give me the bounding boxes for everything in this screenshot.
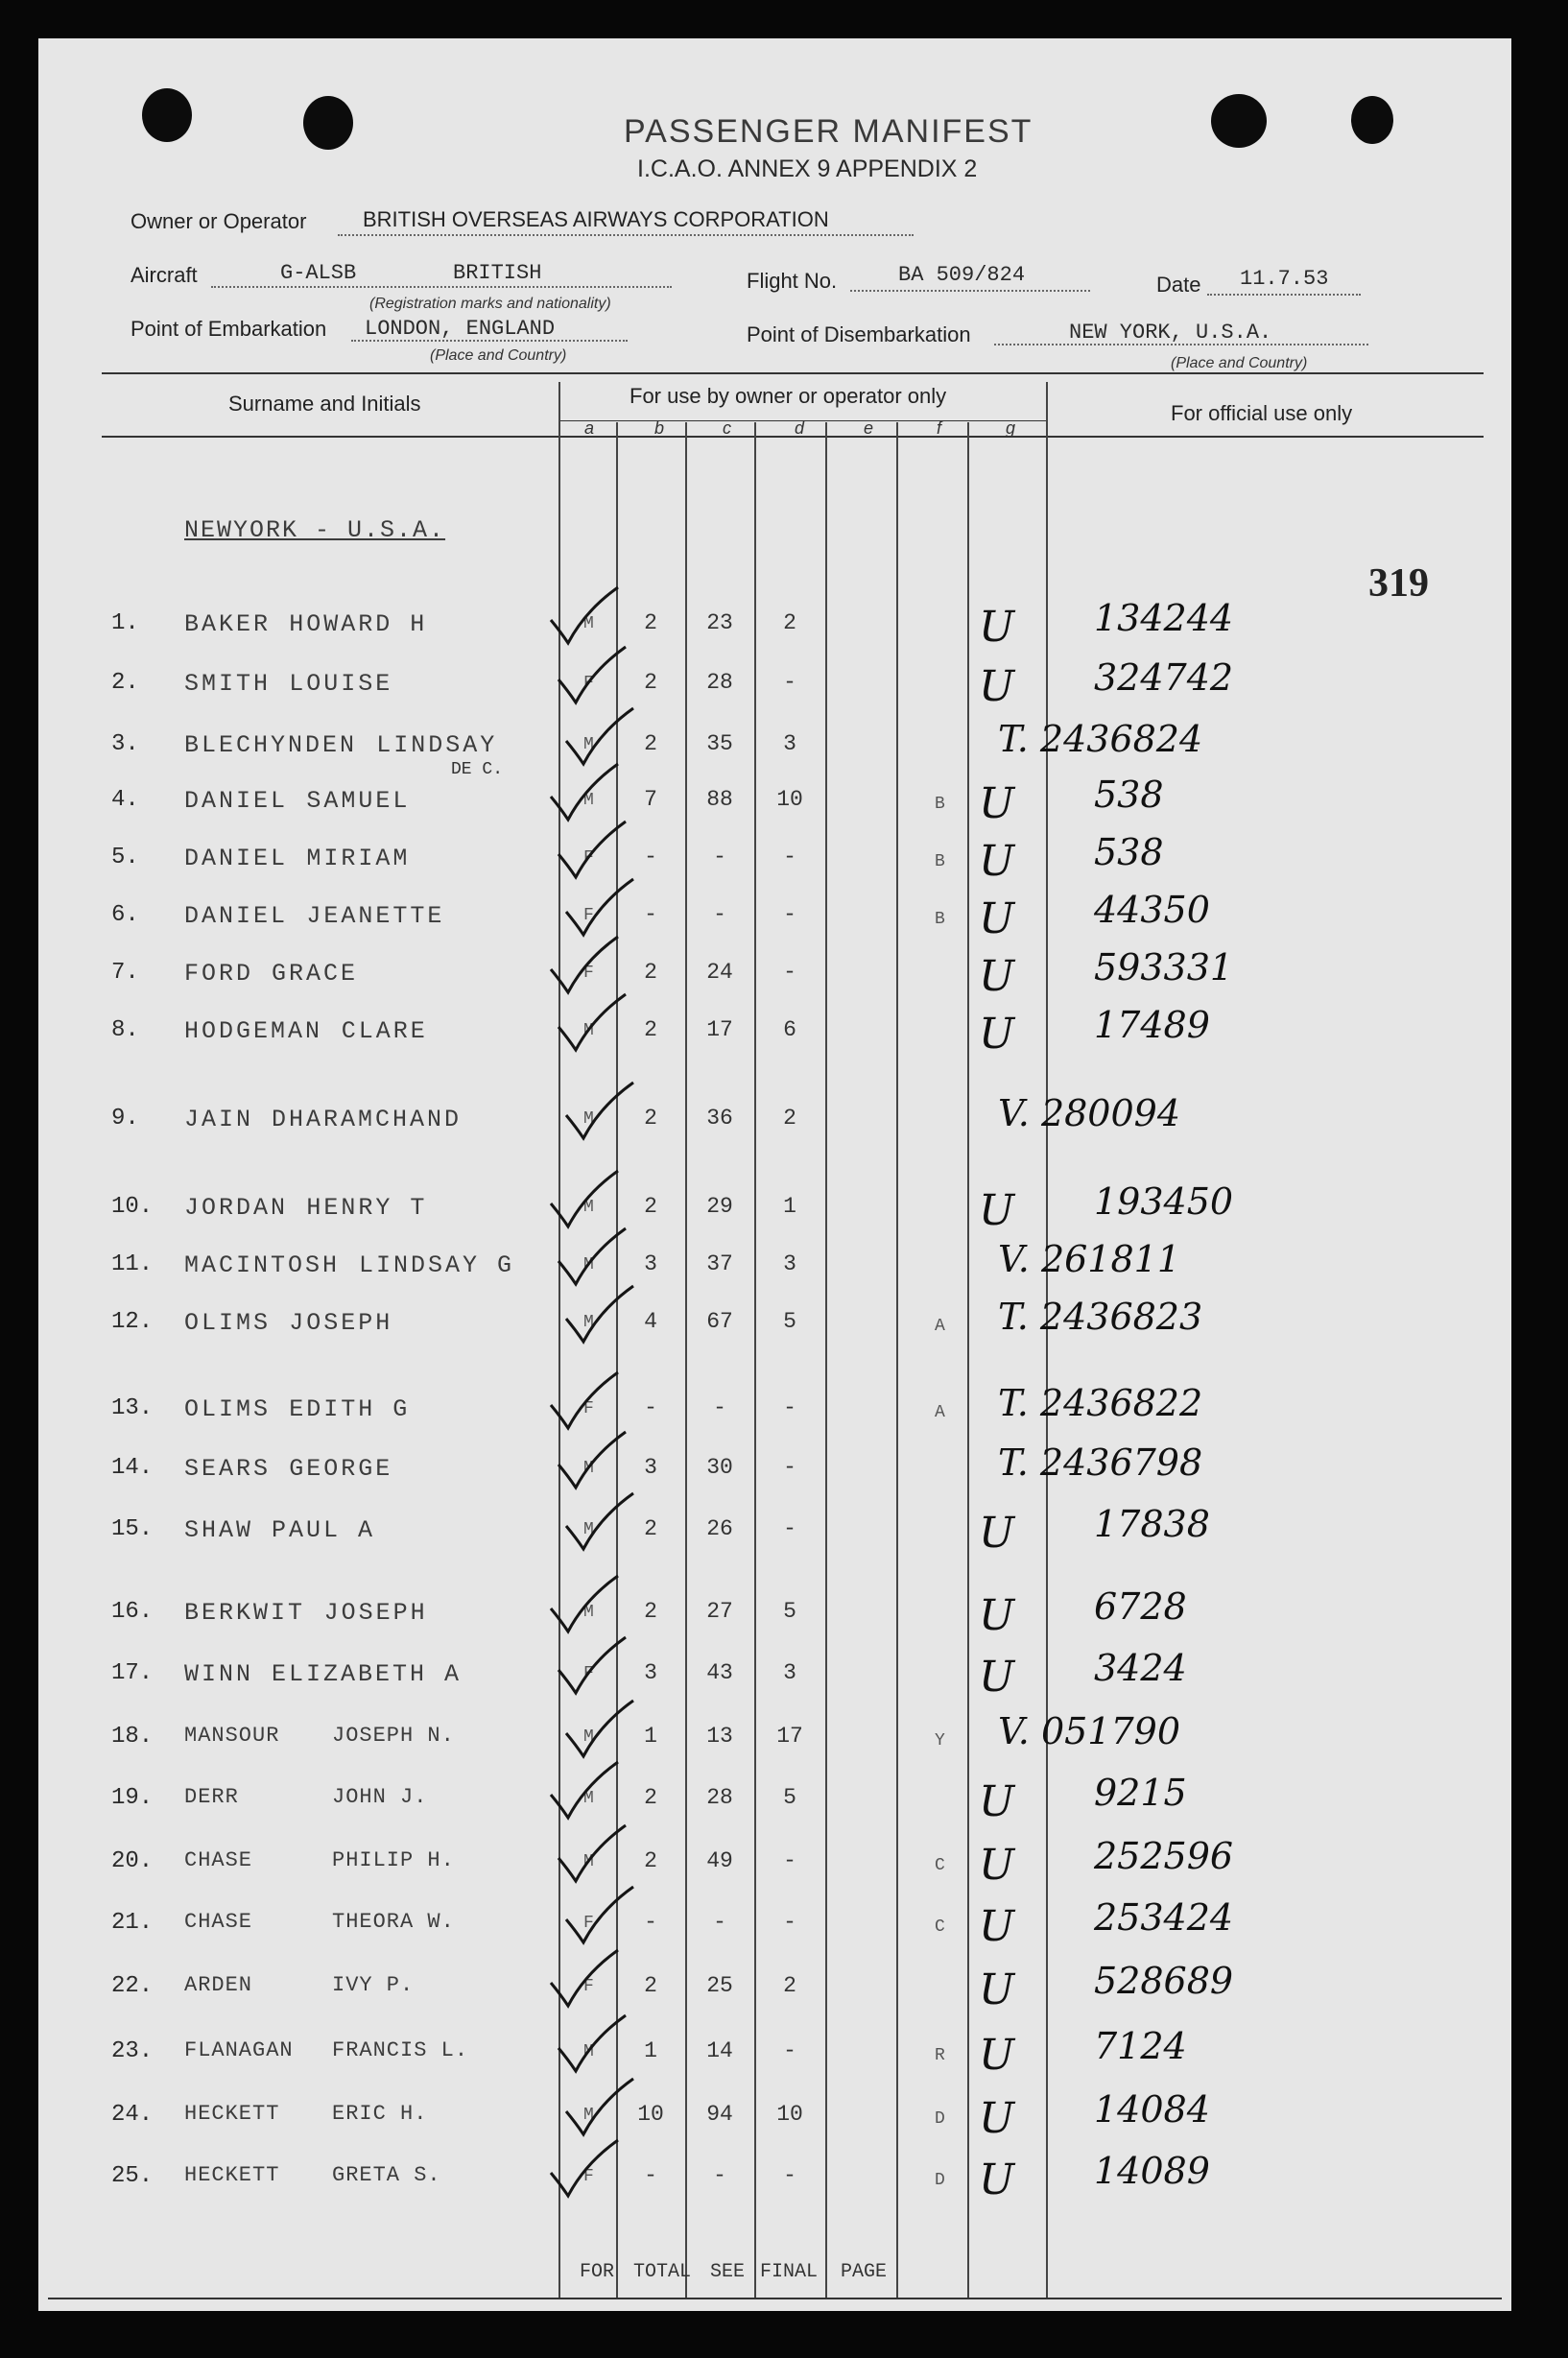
col-f-code: R: [935, 2046, 945, 2065]
col-c-value: 25: [706, 1973, 733, 1998]
col-a-sex: M: [583, 1789, 594, 1808]
row-number: 3.: [111, 731, 139, 757]
col-b-value: 2: [644, 1973, 657, 1998]
col-c-value: 36: [706, 1106, 733, 1131]
official-mark: U: [979, 1186, 1015, 1235]
col-a-sex: M: [583, 735, 594, 754]
stamp-number: 319: [1368, 561, 1429, 606]
col-c-value: 23: [706, 610, 733, 635]
official-number: T. 2436798: [998, 1441, 1203, 1484]
passenger-surname: OLIMS: [184, 1309, 272, 1337]
col-f-code: B: [935, 852, 945, 871]
official-mark: U: [979, 1841, 1015, 1890]
row-number: 15.: [111, 1516, 154, 1542]
passenger-given-names: JOSEPH: [289, 1309, 393, 1337]
section-label: NEWYORK - U.S.A.: [184, 516, 446, 544]
check-mark-icon: [547, 1944, 624, 2012]
passenger-surname: CHASE: [184, 1848, 253, 1872]
official-number: 252596: [1094, 1835, 1234, 1877]
col-c-value: -: [713, 2163, 726, 2188]
official-number: 3424: [1094, 1647, 1187, 1689]
col-b-value: 1: [644, 2038, 657, 2063]
passenger-given-names: HENRY T: [306, 1194, 428, 1222]
col-a-sex: M: [583, 1255, 594, 1274]
col-a-sex: M: [583, 2106, 594, 2125]
passenger-given-names: LOUISE: [289, 670, 393, 698]
owner-label: Owner or Operator: [131, 209, 307, 233]
col-c-value: -: [713, 902, 726, 927]
col-b-value: 7: [644, 787, 657, 812]
row-number: 14.: [111, 1455, 154, 1481]
col-d-value: 1: [783, 1194, 796, 1219]
official-number: 17838: [1094, 1503, 1210, 1545]
official-number: 134244: [1094, 597, 1234, 639]
col-b-value: 2: [644, 1194, 657, 1219]
passenger-surname: JAIN: [184, 1106, 254, 1133]
passenger-given-names: JOSEPH N.: [332, 1724, 455, 1748]
passenger-surname: BERKWIT: [184, 1599, 306, 1627]
col-f-code: D: [935, 2109, 945, 2129]
col-b-value: 1: [644, 1724, 657, 1749]
passenger-given-names: FRANCIS L.: [332, 2038, 469, 2062]
col-d-value: 6: [783, 1017, 796, 1042]
official-mark: U: [979, 1777, 1015, 1826]
col-c-value: 28: [706, 670, 733, 695]
col-b-value: 4: [644, 1309, 657, 1334]
col-b-value: -: [644, 902, 657, 927]
check-mark-icon: [547, 1570, 624, 1637]
row-number: 16.: [111, 1599, 154, 1625]
official-number: 17489: [1094, 1004, 1210, 1046]
col-a-sex: M: [583, 1021, 594, 1040]
embarkation-value: LONDON, ENGLAND: [365, 317, 556, 341]
col-b-value: 2: [644, 960, 657, 985]
col-d-value: 17: [776, 1724, 803, 1749]
passenger-surname: MACINTOSH: [184, 1251, 341, 1279]
check-mark-icon: [562, 1077, 639, 1144]
col-d-value: -: [783, 1516, 796, 1541]
col-a-sex: M: [583, 1852, 594, 1871]
passenger-given-names: EDITH G: [289, 1395, 411, 1423]
manifest-subtitle: I.C.A.O. ANNEX 9 APPENDIX 2: [637, 155, 978, 182]
official-number: V. 051790: [998, 1710, 1181, 1752]
punch-hole: [142, 88, 192, 142]
flight-number: BA 509/824: [898, 263, 1026, 287]
col-c-value: 29: [706, 1194, 733, 1219]
col-f-code: D: [935, 2171, 945, 2190]
passenger-given-names: GEORGE: [289, 1455, 393, 1483]
col-c-value: -: [713, 1910, 726, 1935]
official-number: 14084: [1094, 2088, 1210, 2131]
col-c-value: 26: [706, 1516, 733, 1541]
official-mark: U: [979, 1965, 1015, 2014]
row-number: 23.: [111, 2038, 154, 2064]
col-letter-f: f: [937, 418, 942, 438]
row-number: 22.: [111, 1973, 154, 1999]
official-mark: U: [979, 1653, 1015, 1702]
col-d-value: 10: [776, 787, 803, 812]
col-d-value: -: [783, 1395, 796, 1420]
col-f-code: Y: [935, 1731, 945, 1751]
aircraft-note: (Registration marks and nationality): [369, 296, 611, 312]
passenger-surname: ARDEN: [184, 1973, 253, 1997]
passenger-surname: FORD: [184, 960, 254, 988]
manifest-sheet: [38, 38, 1511, 2311]
col-c-value: -: [713, 845, 726, 869]
passenger-surname: HODGEMAN: [184, 1017, 323, 1045]
official-mark: U: [979, 662, 1015, 711]
passenger-given-names: DHARAMCHAND: [272, 1106, 463, 1133]
row-number: 21.: [111, 1910, 154, 1936]
col-a-sex: F: [583, 674, 594, 693]
col-letter-c: c: [723, 418, 731, 438]
passenger-surname: HECKETT: [184, 2163, 280, 2187]
col-b-value: 2: [644, 1516, 657, 1541]
official-mark: U: [979, 1509, 1015, 1558]
official-mark: U: [979, 837, 1015, 886]
date-label: Date: [1156, 273, 1201, 297]
col-c-value: 24: [706, 960, 733, 985]
col-f-code: A: [935, 1403, 945, 1422]
embarkation-label: Point of Embarkation: [131, 317, 327, 341]
col-c-value: 27: [706, 1599, 733, 1624]
passenger-given-names: ERIC H.: [332, 2102, 428, 2126]
col-d-value: 5: [783, 1785, 796, 1810]
col-letter-e: e: [864, 418, 874, 438]
col-a-sex: M: [583, 1727, 594, 1747]
col-c-value: 14: [706, 2038, 733, 2063]
col-header-official: For official use only: [1171, 401, 1353, 425]
col-c-value: 43: [706, 1660, 733, 1685]
col-header-surname: Surname and Initials: [228, 392, 421, 416]
col-a-sex: M: [583, 1313, 594, 1332]
col-d-value: 3: [783, 1251, 796, 1276]
col-a-sex: F: [583, 964, 594, 983]
col-c-value: 28: [706, 1785, 733, 1810]
aircraft-label: Aircraft: [131, 263, 198, 287]
col-c-value: 35: [706, 731, 733, 756]
col-a-sex: F: [583, 848, 594, 868]
official-mark: U: [979, 1010, 1015, 1059]
official-mark: U: [979, 603, 1015, 652]
row-number: 8.: [111, 1017, 139, 1043]
disembarkation-value: NEW YORK, U.S.A.: [1069, 321, 1272, 345]
col-a-sex: F: [583, 1977, 594, 1996]
check-mark-icon: [562, 1488, 639, 1555]
col-c-value: 94: [706, 2102, 733, 2127]
check-mark-icon: [562, 1695, 639, 1762]
col-b-value: -: [644, 2163, 657, 2188]
row-number: 10.: [111, 1194, 154, 1220]
col-c-value: 13: [706, 1724, 733, 1749]
col-b-value: 2: [644, 610, 657, 635]
date-value: 11.7.53: [1240, 267, 1329, 291]
row-number: 24.: [111, 2102, 154, 2128]
check-mark-icon: [547, 582, 624, 649]
passenger-surname: JORDAN: [184, 1194, 289, 1222]
row-number: 13.: [111, 1395, 154, 1421]
official-number: T. 2436822: [998, 1382, 1203, 1424]
passenger-given-names: JEANETTE: [306, 902, 445, 930]
col-a-sex: M: [583, 1109, 594, 1129]
check-mark-icon: [555, 1632, 631, 1699]
col-c-value: 67: [706, 1309, 733, 1334]
passenger-surname: DANIEL: [184, 787, 289, 815]
row-number: 25.: [111, 2163, 154, 2189]
official-mark: U: [979, 779, 1015, 828]
col-a-sex: M: [583, 614, 594, 633]
col-d-value: -: [783, 2163, 796, 2188]
footer-page: PAGE: [841, 2261, 888, 2283]
check-mark-icon: [555, 1426, 631, 1493]
col-letter-a: a: [584, 418, 595, 438]
row-number: 18.: [111, 1724, 154, 1750]
passenger-surname: DERR: [184, 1785, 239, 1809]
col-d-value: 3: [783, 1660, 796, 1685]
punch-hole: [303, 96, 353, 150]
row-number: 19.: [111, 1785, 154, 1811]
disembarkation-note: (Place and Country): [1171, 355, 1308, 371]
col-d-value: -: [783, 1848, 796, 1873]
col-d-value: 2: [783, 1106, 796, 1131]
passenger-surname: DANIEL: [184, 902, 289, 930]
official-number: V. 280094: [998, 1092, 1181, 1134]
passenger-surname: SHAW: [184, 1516, 254, 1544]
col-header-owner-use: For use by owner or operator only: [630, 384, 947, 408]
col-a-sex: M: [583, 791, 594, 810]
col-d-value: -: [783, 1455, 796, 1480]
col-d-value: 5: [783, 1309, 796, 1334]
official-number: 538: [1094, 774, 1164, 816]
check-mark-icon: [547, 1367, 624, 1434]
passenger-given-names: PHILIP H.: [332, 1848, 455, 1872]
official-mark: U: [979, 1902, 1015, 1951]
passenger-given-names: JOSEPH: [323, 1599, 428, 1627]
official-mark: U: [979, 1591, 1015, 1640]
col-d-value: -: [783, 2038, 796, 2063]
col-d-value: 2: [783, 610, 796, 635]
embarkation-note: (Place and Country): [430, 347, 567, 364]
official-number: 593331: [1094, 946, 1234, 988]
col-c-value: 49: [706, 1848, 733, 1873]
official-mark: U: [979, 2156, 1015, 2204]
punch-hole: [1351, 96, 1393, 144]
col-a-sex: F: [583, 906, 594, 925]
col-a-sex: F: [583, 1399, 594, 1418]
col-a-sex: M: [583, 1603, 594, 1622]
row-number: 17.: [111, 1660, 154, 1686]
col-a-sex: F: [583, 1664, 594, 1683]
row-number: 9.: [111, 1106, 139, 1131]
owner-value: BRITISH OVERSEAS AIRWAYS CORPORATION: [363, 207, 829, 231]
passenger-given-names: THEORA W.: [332, 1910, 455, 1934]
col-letter-b: b: [654, 418, 665, 438]
col-c-value: 17: [706, 1017, 733, 1042]
check-mark-icon: [555, 641, 631, 708]
footer-final: FINAL: [760, 2261, 819, 2283]
passenger-surname: WINN: [184, 1660, 254, 1688]
row-number: 20.: [111, 1848, 154, 1874]
punch-hole: [1211, 94, 1267, 148]
passenger-surname: MANSOUR: [184, 1724, 280, 1748]
passenger-given-names: IVY P.: [332, 1973, 415, 1997]
check-mark-icon: [547, 2134, 624, 2202]
official-number: 44350: [1094, 889, 1210, 931]
check-mark-icon: [562, 1881, 639, 1948]
aircraft-nationality: BRITISH: [453, 261, 542, 285]
col-b-value: -: [644, 1395, 657, 1420]
official-number: 324742: [1094, 656, 1234, 699]
passenger-surname: BLECHYNDEN: [184, 731, 358, 759]
row-number: 2.: [111, 670, 139, 696]
row-number: 7.: [111, 960, 139, 986]
passenger-surname: BAKER: [184, 610, 272, 638]
official-mark: U: [979, 2031, 1015, 2080]
col-a-sex: M: [583, 1198, 594, 1217]
col-b-value: -: [644, 845, 657, 869]
col-d-value: 5: [783, 1599, 796, 1624]
official-number: 528689: [1094, 1960, 1234, 2002]
passenger-given-names: JOHN J.: [332, 1785, 428, 1809]
col-b-value: -: [644, 1910, 657, 1935]
manifest-title: PASSENGER MANIFEST: [624, 113, 1033, 150]
passenger-surname: DANIEL: [184, 845, 289, 872]
aircraft-registration: G-ALSB: [280, 261, 357, 285]
col-d-value: -: [783, 902, 796, 927]
col-a-sex: F: [583, 2167, 594, 2186]
check-mark-icon: [562, 2073, 639, 2140]
passenger-surname: OLIMS: [184, 1395, 272, 1423]
col-d-value: 10: [776, 2102, 803, 2127]
col-b-value: 2: [644, 731, 657, 756]
col-d-value: -: [783, 1910, 796, 1935]
passenger-given-names: GRETA S.: [332, 2163, 441, 2187]
passenger-given-names: LINDSAY: [376, 731, 498, 759]
official-number: V. 261811: [998, 1238, 1181, 1280]
official-number: 14089: [1094, 2150, 1210, 2192]
col-b-value: 3: [644, 1455, 657, 1480]
official-number: 538: [1094, 831, 1164, 873]
col-a-sex: M: [583, 1459, 594, 1478]
official-mark: U: [979, 952, 1015, 1001]
name-note: DE C.: [451, 760, 504, 779]
official-number: 193450: [1094, 1180, 1234, 1223]
passenger-surname: FLANAGAN: [184, 2038, 294, 2062]
flight-label: Flight No.: [747, 269, 838, 293]
col-f-code: C: [935, 1856, 945, 1875]
passenger-given-names: MIRIAM: [306, 845, 411, 872]
disembarkation-label: Point of Disembarkation: [747, 322, 971, 346]
col-d-value: 2: [783, 1973, 796, 1998]
col-b-value: 2: [644, 1017, 657, 1042]
row-number: 12.: [111, 1309, 154, 1335]
col-d-value: 3: [783, 731, 796, 756]
col-f-code: C: [935, 1917, 945, 1937]
col-b-value: 10: [637, 2102, 664, 2127]
official-mark: U: [979, 894, 1015, 943]
col-f-code: B: [935, 910, 945, 929]
row-number: 1.: [111, 610, 139, 636]
check-mark-icon: [555, 2010, 631, 2077]
check-mark-icon: [562, 1280, 639, 1347]
passenger-surname: CHASE: [184, 1910, 253, 1934]
check-mark-icon: [555, 1820, 631, 1887]
col-d-value: -: [783, 845, 796, 869]
check-mark-icon: [547, 1756, 624, 1823]
footer-total: TOTAL: [633, 2261, 692, 2283]
col-c-value: -: [713, 1395, 726, 1420]
passenger-given-names: SAMUEL: [306, 787, 411, 815]
col-b-value: 2: [644, 1599, 657, 1624]
check-mark-icon: [555, 988, 631, 1056]
col-f-code: B: [935, 795, 945, 814]
passenger-given-names: GRACE: [272, 960, 359, 988]
col-c-value: 88: [706, 787, 733, 812]
row-number: 11.: [111, 1251, 154, 1277]
col-letter-g: g: [1006, 418, 1016, 438]
col-f-code: A: [935, 1317, 945, 1336]
passenger-given-names: PAUL A: [272, 1516, 376, 1544]
row-number: 5.: [111, 845, 139, 870]
col-d-value: -: [783, 960, 796, 985]
col-d-value: -: [783, 670, 796, 695]
official-number: T. 2436824: [998, 718, 1203, 760]
footer-for: FOR: [580, 2261, 615, 2283]
row-number: 4.: [111, 787, 139, 813]
col-b-value: 2: [644, 1785, 657, 1810]
col-letter-d: d: [795, 418, 805, 438]
col-c-value: 30: [706, 1455, 733, 1480]
col-b-value: 2: [644, 1848, 657, 1873]
official-number: 7124: [1094, 2025, 1187, 2067]
col-a-sex: F: [583, 1914, 594, 1933]
passenger-given-names: CLARE: [341, 1017, 428, 1045]
passenger-surname: SMITH: [184, 670, 272, 698]
passenger-given-names: LINDSAY G: [359, 1251, 515, 1279]
col-a-sex: M: [583, 1520, 594, 1539]
col-c-value: 37: [706, 1251, 733, 1276]
col-b-value: 2: [644, 670, 657, 695]
col-b-value: 2: [644, 1106, 657, 1131]
official-number: T. 2436823: [998, 1296, 1203, 1338]
passenger-surname: SEARS: [184, 1455, 272, 1483]
official-mark: U: [979, 2094, 1015, 2143]
footer-see: SEE: [710, 2261, 746, 2283]
col-b-value: 3: [644, 1660, 657, 1685]
official-number: 253424: [1094, 1896, 1234, 1939]
passenger-given-names: ELIZABETH A: [272, 1660, 463, 1688]
official-number: 9215: [1094, 1772, 1187, 1814]
passenger-surname: HECKETT: [184, 2102, 280, 2126]
col-b-value: 3: [644, 1251, 657, 1276]
row-number: 6.: [111, 902, 139, 928]
col-a-sex: M: [583, 2042, 594, 2061]
passenger-given-names: HOWARD H: [289, 610, 428, 638]
official-number: 6728: [1094, 1585, 1187, 1628]
